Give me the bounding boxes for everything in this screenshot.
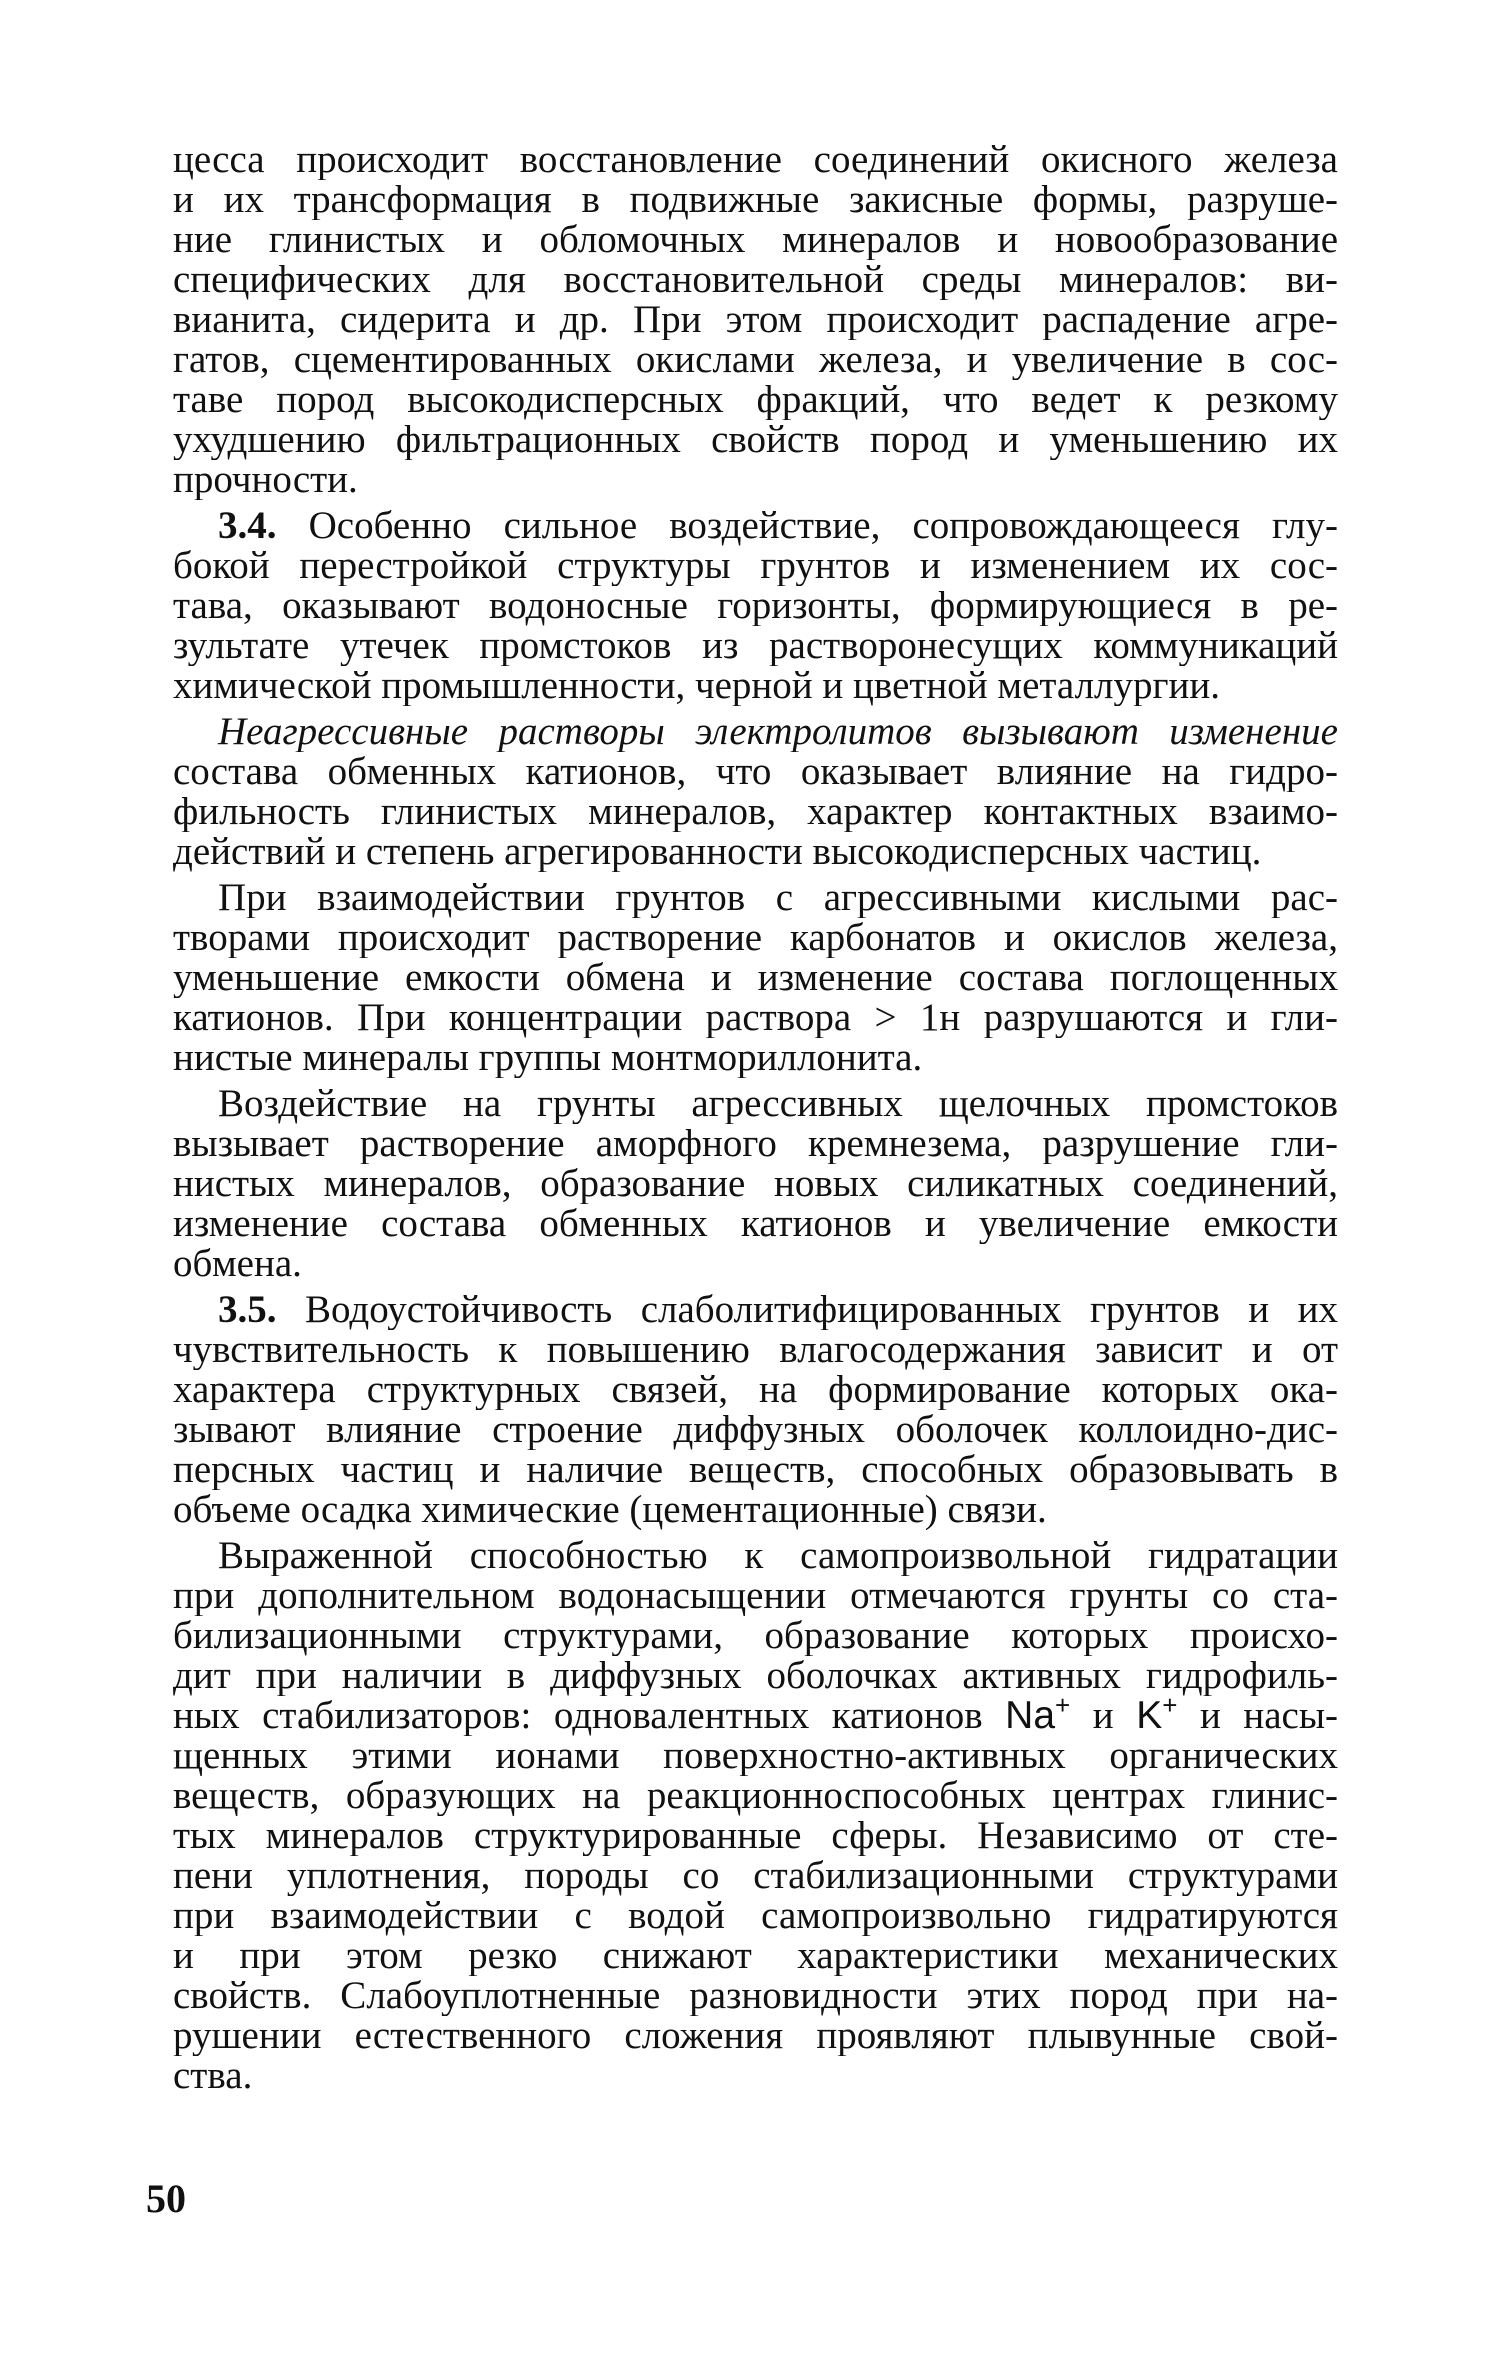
text-line: щенных этими ионами поверхностно-активных органических bbox=[173, 1736, 1338, 1776]
text-line: творами происходит растворение карбонатов и окислов железа, bbox=[173, 918, 1338, 958]
text-segment: Водоустойчивость слаболитифицированных грунтов и их bbox=[305, 1290, 1338, 1330]
ion-charge: + bbox=[1162, 1696, 1178, 1720]
text-line: ухудшению фильтрационных свойств пород и уменьшению их bbox=[173, 420, 1338, 460]
text-line-ions bbox=[173, 1696, 1338, 1736]
paragraph-3 bbox=[173, 712, 1338, 872]
text-line: пени уплотнения, породы со стабилизационными структурами bbox=[173, 1856, 1338, 1896]
text-line: и их трансформация в подвижные закисные формы, разруше- bbox=[173, 180, 1338, 220]
text-line: ства. bbox=[173, 2056, 253, 2096]
text-line: фильность глинистых минералов, характер контактных взаимо- bbox=[173, 792, 1338, 832]
paragraph-7 bbox=[173, 1536, 1338, 2096]
text-line: объеме осадка химические (цементационные) связи. bbox=[173, 1490, 1047, 1530]
text-line: зывают влияние строение диффузных оболочек коллоидно-дис- bbox=[173, 1410, 1338, 1450]
ion-symbol: Na bbox=[1005, 1696, 1056, 1736]
ion-potassium bbox=[1136, 1696, 1177, 1736]
text-line: прочности. bbox=[173, 460, 358, 500]
text-line: уменьшение емкости обмена и изменение состава поглощенных bbox=[173, 958, 1338, 998]
text-line: чувствительность к повышению влагосодержания зависит и от bbox=[173, 1330, 1338, 1370]
text-line: обмена. bbox=[173, 1244, 302, 1284]
paragraph-1 bbox=[173, 140, 1338, 500]
text-line: таве пород высокодисперсных фракций, что ведет к резкому bbox=[173, 380, 1338, 420]
text-line: При взаимодействии грунтов с агрессивными кислыми рас- bbox=[218, 878, 1338, 918]
text-line: дит при наличии в диффузных оболочках активных гидрофиль- bbox=[173, 1656, 1338, 1696]
text-line: цесса происходит восстановление соединений окисного железа bbox=[173, 140, 1338, 180]
text-line: катионов. При концентрации раствора > 1н разрушаются и гли- bbox=[173, 998, 1338, 1038]
text-line: билизационными структурами, образование которых происхо- bbox=[173, 1616, 1338, 1656]
page-number: 50 bbox=[146, 2176, 186, 2221]
ion-symbol: K bbox=[1136, 1696, 1163, 1736]
text-segment: ных стабилизаторов: одновалентных катионов bbox=[173, 1696, 983, 1736]
ion-sodium bbox=[1005, 1696, 1070, 1736]
text-line: бокой перестройкой структуры грунтов и изменением их сос- bbox=[173, 546, 1338, 586]
text-line: нистых минералов, образование новых силикатных соединений, bbox=[173, 1164, 1338, 1204]
text-line bbox=[173, 1290, 1338, 1330]
text-line: Выраженной способностью к самопроизвольной гидратации bbox=[218, 1536, 1338, 1576]
text-line: и при этом резко снижают характеристики механических bbox=[173, 1936, 1338, 1976]
paragraph-5 bbox=[173, 1084, 1338, 1284]
text-line: вианита, сидерита и др. При этом происходит распадение агре- bbox=[173, 300, 1338, 340]
text-line: ние глинистых и обломочных минералов и новообразование bbox=[173, 220, 1338, 260]
text-line: химической промышленности, черной и цветной металлургии. bbox=[173, 666, 1220, 706]
text-line: нистые минералы группы монтмориллонита. bbox=[173, 1038, 923, 1078]
text-line: тава, оказывают водоносные горизонты, формирующиеся в ре- bbox=[173, 586, 1338, 626]
text-line: зультате утечек промстоков из растворонесущих коммуникаций bbox=[173, 626, 1338, 666]
text-line: при взаимодействии с водой самопроизвольно гидратируются bbox=[173, 1896, 1338, 1936]
text-line: рушении естественного сложения проявляют плывунные свой- bbox=[173, 2016, 1338, 2056]
paragraph-4 bbox=[173, 878, 1338, 1078]
text-line: состава обменных катионов, что оказывает влияние на гидро- bbox=[173, 752, 1338, 792]
text-line: специфических для восстановительной среды минералов: ви- bbox=[173, 260, 1338, 300]
text-line bbox=[173, 506, 1338, 546]
text-line: гатов, сцементированных окислами железа, и увеличение в сос- bbox=[173, 340, 1338, 380]
section-number: 3.4. bbox=[218, 506, 277, 546]
text-line: свойств. Слабоуплотненные разновидности этих пород при на- bbox=[173, 1976, 1338, 2016]
text-segment: и bbox=[1092, 1696, 1114, 1736]
text-line: веществ, образующих на реакционноспособных центрах глинис- bbox=[173, 1776, 1338, 1816]
text-line: действий и степень агрегированности высокодисперсных частиц. bbox=[173, 832, 1262, 872]
paragraph-section-3-5 bbox=[173, 1290, 1338, 1530]
text-line: изменение состава обменных катионов и увеличение емкости bbox=[173, 1204, 1338, 1244]
text-line: Неагрессивные растворы электролитов вызывают изменение bbox=[218, 712, 1338, 752]
text-line: персных частиц и наличие веществ, способных образовывать в bbox=[173, 1450, 1338, 1490]
text-line: Воздействие на грунты агрессивных щелочных промстоков bbox=[218, 1084, 1338, 1124]
text-line: характера структурных связей, на формирование которых ока- bbox=[173, 1370, 1338, 1410]
paragraph-section-3-4 bbox=[173, 506, 1338, 706]
text-line: тых минералов структурированные сферы. Независимо от сте- bbox=[173, 1816, 1338, 1856]
text-line: при дополнительном водонасыщении отмечаются грунты со ста- bbox=[173, 1576, 1338, 1616]
ion-charge: + bbox=[1055, 1696, 1071, 1720]
text-segment: Особенно сильное воздействие, сопровождающееся глу- bbox=[308, 506, 1338, 546]
page-text bbox=[173, 140, 1338, 2102]
section-number: 3.5. bbox=[218, 1290, 277, 1330]
text-line: вызывает растворение аморфного кремнезема, разрушение гли- bbox=[173, 1124, 1338, 1164]
text-segment: и насы- bbox=[1199, 1696, 1338, 1736]
